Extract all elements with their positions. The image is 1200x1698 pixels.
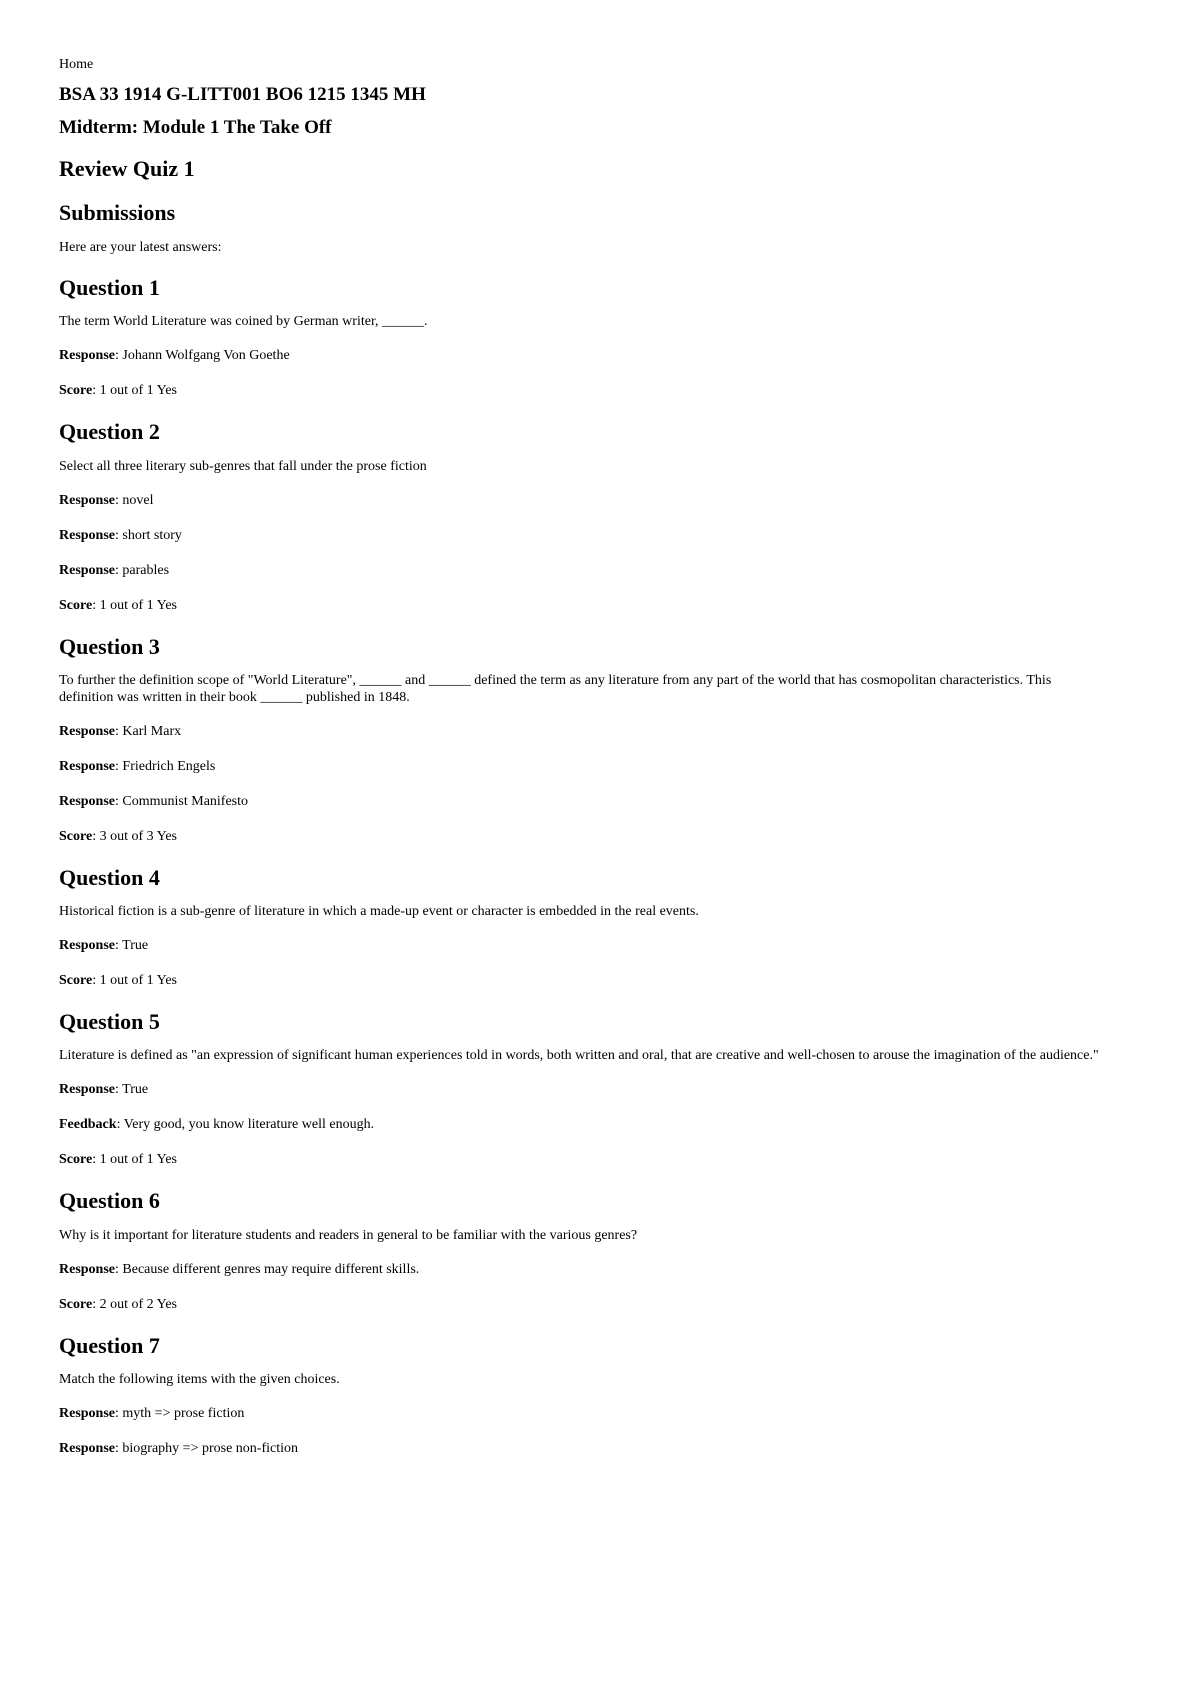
question-text: Historical fiction is a sub-genre of literature in which a made-up event or character is embedded in the real events. — [59, 904, 699, 920]
response-line-label: Response — [59, 1441, 116, 1457]
score-line-value: 3 out of 3 Yes — [99, 828, 177, 844]
question-text: Match the following items with the given choices. — [59, 1372, 340, 1388]
response-line — [59, 1440, 1100, 1457]
response-line — [59, 937, 1100, 954]
label-separator: : — [115, 1082, 123, 1098]
score-line — [59, 382, 1100, 399]
label-separator: : — [92, 1152, 100, 1168]
label-separator: : — [115, 527, 123, 543]
response-line-value: novel — [122, 492, 154, 508]
intro-text: Here are your latest answers: — [59, 240, 222, 255]
score-line-value: 1 out of 1 Yes — [99, 383, 177, 399]
label-separator: : — [115, 1406, 123, 1422]
score-line — [59, 972, 1100, 989]
question-title: Question 1 — [59, 275, 160, 300]
response-line-value: Karl Marx — [122, 723, 182, 739]
response-line — [59, 758, 1100, 775]
label-separator: : — [115, 348, 123, 364]
response-line-label: Response — [59, 348, 116, 364]
response-line-value: biography => prose non-fiction — [122, 1441, 298, 1457]
response-line-label: Response — [59, 758, 116, 774]
submissions-heading: Submissions — [59, 200, 176, 225]
score-line-label: Score — [59, 1152, 93, 1168]
response-line-value: Because different genres may require different skills. — [122, 1261, 420, 1277]
response-line — [59, 562, 1100, 579]
response-line-label: Response — [59, 1406, 116, 1422]
response-line — [59, 723, 1100, 740]
question-title: Question 4 — [59, 864, 160, 890]
question-text: Why is it important for literature students and readers in general to be familiar with the various genres? — [59, 1227, 638, 1243]
question-title: Question 7 — [59, 1332, 160, 1358]
response-line-value: Communist Manifesto — [122, 793, 249, 809]
score-line — [59, 1296, 1100, 1313]
label-separator: : — [92, 383, 100, 399]
feedback-line-label: Feedback — [59, 1117, 117, 1133]
score-line-label: Score — [59, 383, 93, 399]
course-title: BSA 33 1914 G-LITT001 BO6 1215 1345 MH — [59, 84, 426, 105]
question-block — [59, 1188, 1100, 1312]
label-separator: : — [92, 597, 100, 613]
response-line — [59, 793, 1100, 810]
question-block — [59, 275, 1100, 399]
response-line — [59, 347, 1100, 364]
response-line — [59, 527, 1100, 544]
quiz-title: Review Quiz 1 — [59, 156, 195, 181]
label-separator: : — [115, 938, 123, 954]
response-line — [59, 1261, 1100, 1278]
label-separator: : — [115, 793, 123, 809]
response-line-value: parables — [122, 562, 170, 578]
response-line — [59, 492, 1100, 509]
response-line-label: Response — [59, 723, 116, 739]
response-line — [59, 1081, 1100, 1098]
question-title: Question 5 — [59, 1009, 160, 1035]
question-text: Literature is defined as "an expression of significant human experiences told in words, both written and oral, that are creative and well-chosen to arouse the imagination of the audience." — [59, 1048, 1099, 1064]
label-separator: : — [92, 973, 100, 989]
response-line-label: Response — [59, 527, 116, 543]
question-text: The term World Literature was coined by German writer, ______. — [59, 314, 428, 330]
label-separator: : — [115, 1261, 123, 1277]
label-separator: : — [92, 828, 100, 844]
score-line-label: Score — [59, 828, 93, 844]
label-separator: : — [115, 492, 123, 508]
label-separator: : — [115, 1441, 123, 1457]
score-line-value: 2 out of 2 Yes — [99, 1296, 177, 1312]
questions-list — [59, 275, 1100, 1457]
question-text: To further the definition scope of "World Literature", ______ and ______ defined the term as any literature from any part of the world that has cosmopolitan characteristics. This definition was written in their book ______ published in 1848. — [59, 672, 1052, 705]
response-line-label: Response — [59, 562, 116, 578]
label-separator: : — [115, 562, 123, 578]
question-text: Select all three literary sub-genres that fall under the prose fiction — [59, 458, 427, 474]
score-line-label: Score — [59, 973, 93, 989]
feedback-line-value: Very good, you know literature well enough. — [123, 1117, 375, 1133]
score-line — [59, 597, 1100, 614]
label-separator: : — [115, 723, 123, 739]
score-line-label: Score — [59, 597, 93, 613]
score-line-value: 1 out of 1 Yes — [99, 1152, 177, 1168]
response-line-value: myth => prose fiction — [122, 1406, 245, 1422]
score-line-value: 1 out of 1 Yes — [99, 597, 177, 613]
breadcrumb-home-link[interactable]: Home — [59, 57, 94, 72]
question-block — [59, 1009, 1100, 1168]
question-title: Question 3 — [59, 633, 160, 659]
response-line-label: Response — [59, 492, 116, 508]
response-line-label: Response — [59, 1261, 116, 1277]
response-line — [59, 1405, 1100, 1422]
response-line-label: Response — [59, 1082, 116, 1098]
label-separator: : — [115, 758, 123, 774]
question-block — [59, 865, 1100, 989]
question-title: Question 2 — [59, 419, 160, 445]
question-title: Question 6 — [59, 1188, 160, 1214]
score-line-value: 1 out of 1 Yes — [99, 973, 177, 989]
response-line-value: True — [122, 938, 149, 954]
question-block — [59, 1333, 1100, 1457]
score-line — [59, 1151, 1100, 1168]
response-line-value: short story — [122, 527, 182, 543]
question-block — [59, 634, 1100, 845]
response-line-value: Johann Wolfgang Von Goethe — [122, 348, 290, 364]
module-title: Midterm: Module 1 The Take Off — [59, 117, 332, 138]
label-separator: : — [92, 1296, 100, 1312]
label-separator: : — [116, 1117, 124, 1133]
response-line-label: Response — [59, 938, 116, 954]
response-line-label: Response — [59, 793, 116, 809]
response-line-value: Friedrich Engels — [122, 758, 216, 774]
score-line-label: Score — [59, 1296, 93, 1312]
score-line — [59, 828, 1100, 845]
response-line-value: True — [122, 1082, 149, 1098]
question-block — [59, 419, 1100, 613]
feedback-line — [59, 1116, 1100, 1133]
